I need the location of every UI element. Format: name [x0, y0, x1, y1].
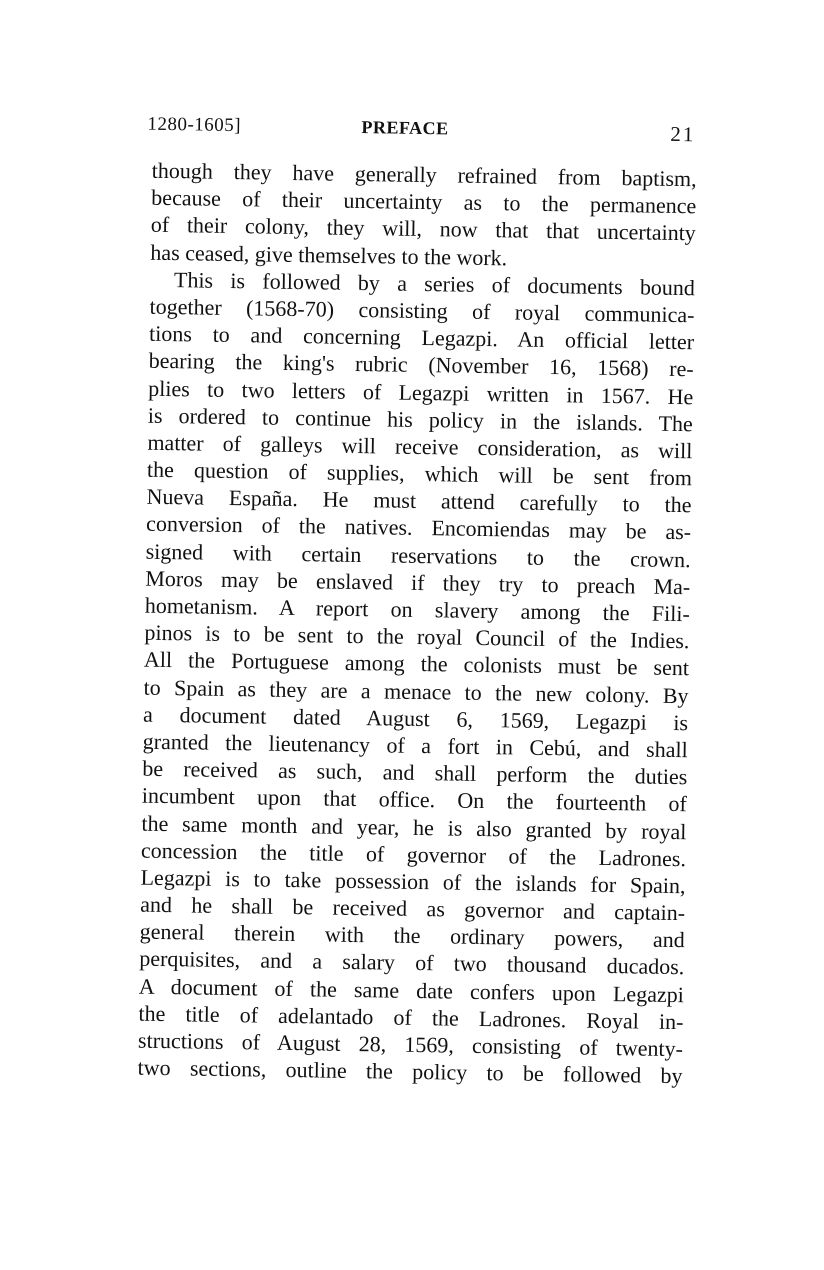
text-line: though they have generally refrained from baptism,	[151, 157, 697, 192]
text-line: This is followed by a series of documents bound	[173, 266, 696, 301]
text-line: concession the title of governor of the Ladrones.	[140, 837, 687, 871]
text-line: bearing the king's rubric (November 16, 1568) re-	[148, 348, 694, 382]
text-line: the same month and year, he is also granted by royal	[141, 810, 687, 844]
text-line: be received as such, and shall perform the duties	[142, 755, 688, 790]
text-line: two sections, outline the policy to be followed by	[137, 1054, 683, 1089]
text-line: matter of galleys will receive consideration, as will	[147, 429, 693, 464]
text-line: has ceased, give themselves to the work.	[150, 239, 508, 270]
text-line: a document dated August 6, 1569, Legazpi is	[142, 701, 689, 735]
header-title: PREFACE	[361, 117, 449, 139]
text-line: Nueva España. He must attend carefully to the	[146, 483, 692, 518]
running-head	[147, 108, 695, 147]
text-line: tions to and concerning Legazpi. An official letter	[148, 320, 695, 355]
body-text	[137, 157, 696, 1090]
text-line: conversion of the natives. Encomiendas may be as-	[145, 511, 692, 545]
text-line: general therein with the ordinary powers, and	[139, 918, 685, 953]
text-line: incumbent upon that office. On the fourteenth of	[141, 782, 688, 817]
text-line: Moros may be enslaved if they try to preach Ma-	[145, 565, 691, 600]
text-line: because of their uncertainty as to the permanence	[151, 184, 697, 219]
text-line: Legazpi is to take possession of the islands for Spain,	[140, 864, 686, 899]
text-line: signed with certain reservations to the crown.	[145, 538, 691, 572]
text-line: perquisites, and a salary of two thousand ducados.	[139, 946, 685, 980]
text-line: is ordered to continue his policy in the islands. The	[147, 402, 694, 436]
text-line: All the Portuguese among the colonists must be sent	[143, 647, 690, 681]
text-line: the title of adelantado of the Ladrones. Royal in-	[138, 1000, 684, 1035]
text-line: and he shall be received as governor and captain-	[139, 891, 686, 926]
text-line: plies to two letters of Legazpi written in 1567. He	[148, 375, 694, 409]
text-line: to Spain as they are a menace to the new colony. By	[143, 674, 689, 708]
text-line: together (1568-70) consisting of royal communica-	[149, 293, 695, 328]
text-line: granted the lieutenancy of a fort in Cebú, and shall	[142, 728, 688, 763]
text-line: pinos is to be sent to the royal Council of the Indies.	[144, 619, 690, 654]
text-line: structions of August 28, 1569, consisting of twenty-	[137, 1027, 684, 1062]
page-number: 21	[670, 121, 696, 147]
text-line: of their colony, they will, now that that uncertainty	[150, 212, 696, 246]
header-year-range: 1280-1605]	[147, 113, 242, 137]
text-line: the question of supplies, which will be sent from	[146, 456, 693, 491]
text-line: hometanism. A report on slavery among the Fili-	[144, 592, 691, 627]
text-line: A document of the same date confers upon Legazpi	[138, 973, 685, 1007]
